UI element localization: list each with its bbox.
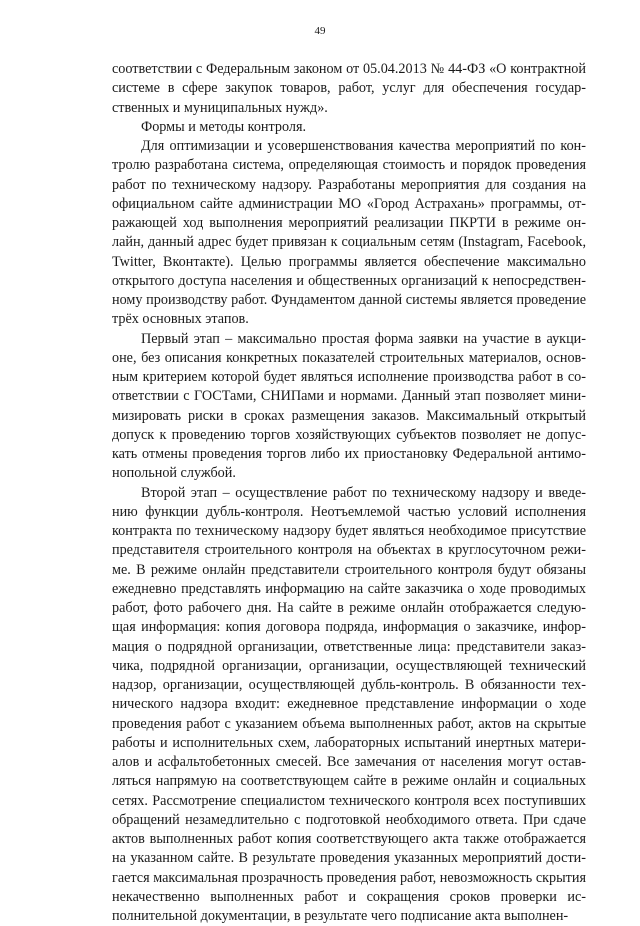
paragraph-first-stage: Первый этап – максимально простая форма заявки на участие в аукционе, без описания конкретных показателей строительных материалов, основным критерием которой будет являться исполнение производства работ в соответствии с ГОСТами, СНИПами и нормами. Данный этап позволяет минимизировать риски в сроках размещения заказов. Максимальный открытый допуск к проведению торгов хозяйствующих субъектов позволяет не допускать отмены проведения торгов либо их приостановку Федеральной антимонопольной службой. xyxy=(112,330,586,484)
document-body xyxy=(112,60,586,926)
paragraph-second-stage: Второй этап – осуществление работ по техническому надзору и введению функции дубль-контроля. Неотъемлемой частью условий исполнения контракта по техническому надзору будет являться необходимое присутствие представителя строительного контроля на объектах в круглосуточном режиме. В режиме онлайн представители строительного контроля будут обязаны ежедневно представлять информацию на сайте заказчика о ходе проводимых работ, фото рабочего дня. На сайте в режиме онлайн отображается следующая информация: копия договора подряда, информация о заказчике, информация о подрядной организации, ответственные лица: представители заказчика, подрядной организации, организации, осуществляющей технический надзор, организации, осуществляющей дубль-контроль. В обязанности технического надзора входит: ежедневное представление информации о ходе проведения работ с указанием объема выполненных работ, актов на скрытые работы и исполнительных схем, лабораторных испытаний инертных материалов и асфальтобетонных смесей. Все замечания от населения могут оставляться напрямую на соответствующем сайте в режиме онлайн и социальных сетях. Рассмотрение специалистом технического контроля всех поступивших обращений незамедлительно с подготовкой необходимого ответа. При сдаче актов выполненных работ копия соответствующего акта также отображается на указанном сайте. В результате проведения указанных мероприятий достигается максимальная прозрачность проведения работ, невозможность скрытия некачественно выполненных работ и сокращения сроков проверки исполнительной документации, в результате чего подписание акта выполнен- xyxy=(112,484,586,926)
page-number: 49 xyxy=(0,25,640,37)
section-heading-forms-and-methods: Формы и методы контроля. xyxy=(112,118,586,137)
paragraph-optimization: Для оптимизации и усовершенствования качества мероприятий по контролю разработана система, определяющая стоимость и порядок проведения работ по техническому надзору. Разработаны мероприятия для создания на официальном сайте администрации МО «Город Астрахань» программы, отражающей ход выполнения мероприятий реализации ПКРТИ в режиме онлайн, данный адрес будет привязан к социальным сетям (Instagram, Facebook, Twitter, Вконтакте). Целью программы является обеспечение максимально открытого доступа населения и общественных организаций к непосредственному производству работ. Фундаментом данной системы является проведение трёх основных этапов. xyxy=(112,137,586,330)
paragraph-continuation: соответствии с Федеральным законом от 05.04.2013 № 44-ФЗ «О контрактной системе в сфере закупок товаров, работ, услуг для обеспечения государственных и муниципальных нужд». xyxy=(112,60,586,118)
